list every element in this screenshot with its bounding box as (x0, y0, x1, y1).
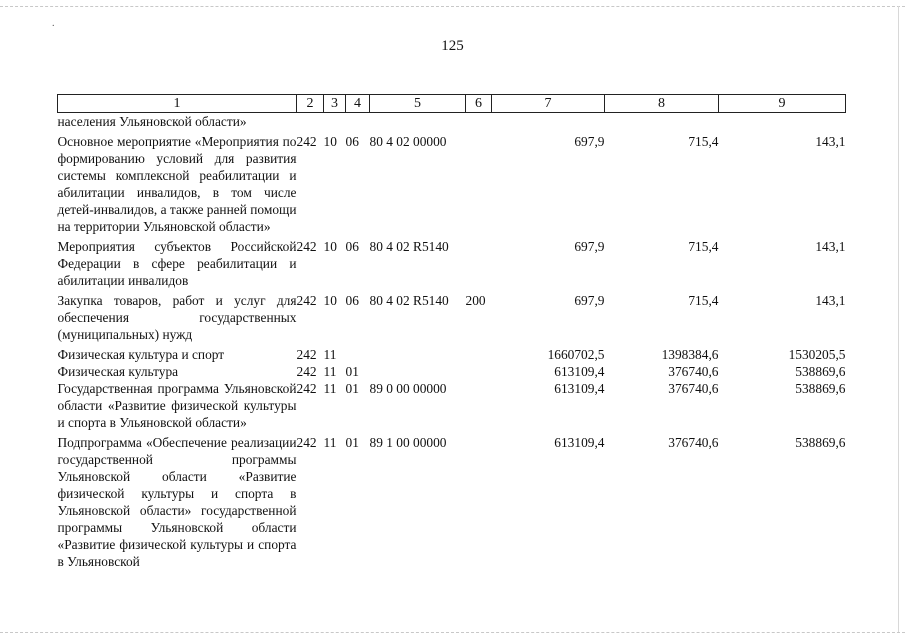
table-row (58, 113, 846, 134)
row-code-ministry: 242 (296, 239, 317, 254)
row-code-expense (466, 363, 492, 380)
row-name: Физическая культура и спорт (57, 347, 225, 362)
row-code-expense (466, 380, 492, 434)
row-code-subsection: 01 (345, 381, 359, 396)
row-code-expense (466, 434, 492, 570)
header-col-9: 9 (719, 95, 846, 113)
row-code-subsection: 01 (345, 364, 359, 379)
row-code-target (370, 113, 466, 134)
row-amount-1: 1660702,5 (547, 347, 605, 362)
row-code-expense (466, 133, 492, 238)
row-amount-3: 538869,6 (795, 381, 846, 396)
row-code-section: 10 (323, 239, 337, 254)
row-amount-3: 1530205,5 (788, 347, 846, 362)
row-amount-2: 1398384,6 (661, 347, 719, 362)
row-amount-3 (719, 113, 846, 134)
row-amount-3: 538869,6 (795, 435, 846, 450)
table-row (58, 346, 846, 363)
row-code-expense: 200 (465, 293, 486, 308)
row-code-ministry: 242 (296, 364, 317, 379)
row-code-subsection (346, 113, 370, 134)
header-col-6: 6 (466, 95, 492, 113)
row-amount-1: 697,9 (574, 134, 605, 149)
row-amount-3: 143,1 (815, 239, 846, 254)
header-col-7: 7 (492, 95, 605, 113)
table-row (58, 363, 846, 380)
row-code-expense (466, 113, 492, 134)
row-name: населения Ульяновской области» (57, 114, 247, 129)
row-code-section: 11 (323, 435, 337, 450)
row-amount-3: 143,1 (815, 134, 846, 149)
row-name: Мероприятия субъектов Российской Федерации в сфере реабилитации и абилитации инвалидов (57, 239, 297, 288)
table-row (58, 292, 846, 346)
row-name: Основное мероприятие «Мероприятия по формированию условий для развития системы комплексной реабилитации и абилитации инвалидов, в том числе детей-инвалидов, а также ранней помощи на территории Ульяновской области» (57, 134, 297, 234)
row-code-ministry: 242 (296, 381, 317, 396)
page-top-border (0, 6, 905, 7)
column-number-header (58, 95, 846, 113)
row-code-target (370, 363, 466, 380)
budget-table (57, 94, 846, 570)
row-amount-2: 376740,6 (668, 381, 719, 396)
row-amount-1: 613109,4 (554, 364, 605, 379)
row-code-section: 11 (323, 364, 337, 379)
scan-speck: . (52, 18, 55, 29)
row-code-section: 10 (323, 134, 337, 149)
row-code-target: 80 4 02 R5140 (369, 293, 449, 308)
row-amount-2: 376740,6 (668, 435, 719, 450)
row-code-ministry: 242 (296, 435, 317, 450)
header-col-5: 5 (370, 95, 466, 113)
row-amount-2: 715,4 (688, 239, 719, 254)
table-row (58, 238, 846, 292)
row-code-section: 10 (323, 293, 337, 308)
row-code-subsection: 06 (345, 134, 359, 149)
row-name: Закупка товаров, работ и услуг для обеспечения государственных (муниципальных) нужд (57, 293, 297, 342)
row-amount-1: 613109,4 (554, 381, 605, 396)
page-right-border (898, 6, 899, 632)
row-amount-3: 143,1 (815, 293, 846, 308)
row-code-ministry (297, 113, 324, 134)
table-row (58, 380, 846, 434)
table-row (58, 133, 846, 238)
row-name: Государственная программа Ульяновской области «Развитие физической культуры и спорта в Ульяновской области» (57, 381, 297, 430)
row-code-target: 80 4 02 00000 (369, 134, 447, 149)
page-bottom-border (0, 632, 905, 633)
row-amount-1: 697,9 (574, 293, 605, 308)
row-amount-1: 613109,4 (554, 435, 605, 450)
header-col-4: 4 (346, 95, 370, 113)
table-row (58, 434, 846, 570)
row-code-expense (466, 346, 492, 363)
row-code-target: 80 4 02 R5140 (369, 239, 449, 254)
row-amount-2 (605, 113, 719, 134)
row-amount-2: 715,4 (688, 134, 719, 149)
row-code-subsection (346, 346, 370, 363)
row-code-subsection: 06 (345, 293, 359, 308)
header-col-2: 2 (297, 95, 324, 113)
row-code-expense (466, 238, 492, 292)
row-amount-2: 715,4 (688, 293, 719, 308)
row-name: Подпрограмма «Обеспечение реализации государственной программы Ульяновской области «Развитие физической культуры и спорта в Ульяновской области» государственной программы Ульяновской области «Развитие физической культуры и спорта в Ульяновской (57, 435, 297, 569)
header-col-3: 3 (324, 95, 346, 113)
row-code-target (370, 346, 466, 363)
row-code-subsection: 06 (345, 239, 359, 254)
header-col-1: 1 (58, 95, 297, 113)
row-code-ministry: 242 (296, 134, 317, 149)
row-amount-2: 376740,6 (668, 364, 719, 379)
row-code-ministry: 242 (296, 293, 317, 308)
row-code-subsection: 01 (345, 435, 359, 450)
row-code-ministry: 242 (296, 347, 317, 362)
header-col-8: 8 (605, 95, 719, 113)
row-code-target: 89 0 00 00000 (369, 381, 447, 396)
row-code-section: 11 (323, 347, 337, 362)
row-name: Физическая культура (57, 364, 179, 379)
page-number: 125 (441, 38, 464, 54)
row-code-target: 89 1 00 00000 (369, 435, 447, 450)
row-code-section (324, 113, 346, 134)
row-amount-1 (492, 113, 605, 134)
row-code-section: 11 (323, 381, 337, 396)
row-amount-3: 538869,6 (795, 364, 846, 379)
row-amount-1: 697,9 (574, 239, 605, 254)
